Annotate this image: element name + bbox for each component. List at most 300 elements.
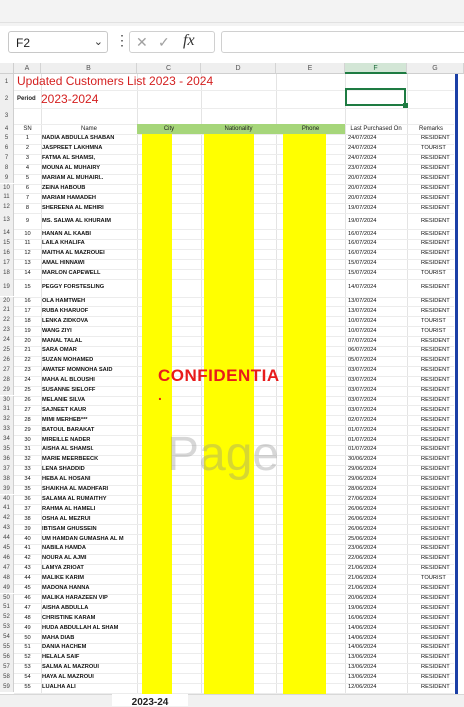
cell-remarks[interactable]: RESIDENT (421, 184, 450, 191)
cell-last-purchased[interactable]: 06/07/2024 (348, 347, 377, 354)
row-header-34[interactable]: 34 (0, 435, 14, 445)
cell-last-purchased[interactable]: 07/07/2024 (348, 337, 377, 344)
cell-sn[interactable]: 42 (24, 555, 31, 562)
cell-sn[interactable]: 19 (24, 327, 31, 334)
column-header-d[interactable]: D (201, 63, 276, 74)
cell-remarks[interactable]: TOURIST (421, 575, 446, 582)
cell-last-purchased[interactable]: 14/07/2024 (348, 284, 377, 291)
cell-name[interactable]: NADIA ABDULLA SHABAN (42, 135, 115, 142)
cell-last-purchased[interactable]: 30/06/2024 (348, 456, 377, 463)
insert-function-icon[interactable]: fx (183, 32, 195, 49)
row-header-12[interactable]: 12 (0, 203, 14, 213)
cell-sn[interactable]: 25 (24, 387, 31, 394)
row-header-26[interactable]: 26 (0, 356, 14, 366)
cell-last-purchased[interactable]: 01/07/2024 (348, 436, 377, 443)
row-header-24[interactable]: 24 (0, 336, 14, 346)
cell-sn[interactable]: 55 (24, 684, 31, 691)
cell-last-purchased[interactable]: 16/07/2024 (348, 240, 377, 247)
cell-sn[interactable]: 46 (24, 594, 31, 601)
cell-remarks[interactable]: RESIDENT (421, 260, 450, 267)
cell-sn[interactable]: 23 (24, 367, 31, 374)
cell-last-purchased[interactable]: 01/07/2024 (348, 426, 377, 433)
row-header-50[interactable]: 50 (0, 594, 14, 604)
cell-name[interactable]: MAHA DIAB (42, 634, 75, 641)
sheet-tab[interactable]: 2023-24 (112, 694, 188, 706)
period-label[interactable]: Period (17, 96, 36, 102)
cell-remarks[interactable]: RESIDENT (421, 604, 450, 611)
cell-last-purchased[interactable]: 29/06/2024 (348, 466, 377, 473)
cell-sn[interactable]: 20 (24, 337, 31, 344)
row-header-47[interactable]: 47 (0, 564, 14, 574)
cell-remarks[interactable]: RESIDENT (421, 594, 450, 601)
cell-remarks[interactable]: RESIDENT (421, 155, 450, 162)
cell-remarks[interactable]: TOURIST (421, 145, 446, 152)
row-header-55[interactable]: 55 (0, 643, 14, 653)
cell-name[interactable]: AISHA AL SHAMSI. (42, 446, 94, 453)
cell-last-purchased[interactable]: 19/06/2024 (348, 604, 377, 611)
cell-remarks[interactable]: RESIDENT (421, 307, 450, 314)
column-header-c[interactable]: C (137, 63, 201, 74)
cell-remarks[interactable]: RESIDENT (421, 284, 450, 291)
cell-name[interactable]: SALMA AL MAZROUI (42, 664, 99, 671)
cell-name[interactable]: LENA SHADDID (42, 466, 85, 473)
row-header-3[interactable]: 3 (0, 108, 14, 124)
cell-remarks[interactable]: RESIDENT (421, 165, 450, 172)
cell-name[interactable]: OSHA AL MEZRUI (42, 515, 91, 522)
cell-name[interactable]: FATMA AL SHAMSI, (42, 155, 96, 162)
cell-last-purchased[interactable]: 03/07/2024 (348, 367, 377, 374)
cell-sn[interactable]: 34 (24, 476, 31, 483)
cell-name[interactable]: LAILA KHALIFA (42, 240, 85, 247)
cell-sn[interactable]: 13 (24, 260, 31, 267)
cell-sn[interactable]: 37 (24, 505, 31, 512)
cell-sn[interactable]: 33 (24, 466, 31, 473)
row-header-15[interactable]: 15 (0, 239, 14, 249)
cell-name[interactable]: HANAN AL KAABI (42, 230, 91, 237)
row-header-54[interactable]: 54 (0, 633, 14, 643)
cell-last-purchased[interactable]: 21/06/2024 (348, 565, 377, 572)
row-header-59[interactable]: 59 (0, 683, 14, 693)
cell-sn[interactable]: 7 (25, 194, 30, 201)
cell-sn[interactable]: 5 (25, 175, 30, 182)
cell-name[interactable]: MELANIE SILVA (42, 396, 86, 403)
cell-remarks[interactable]: TOURIST (421, 270, 446, 277)
cell-name[interactable]: OLA HAMTWEH (42, 297, 86, 304)
cell-sn[interactable]: 29 (24, 426, 31, 433)
row-header-43[interactable]: 43 (0, 524, 14, 534)
column-header-g[interactable]: G (407, 63, 464, 74)
row-header-38[interactable]: 38 (0, 475, 14, 485)
cell-sn[interactable]: 47 (24, 604, 31, 611)
cell-name[interactable]: RUBA KHARUOF (42, 307, 89, 314)
cell-sn[interactable]: 12 (24, 250, 31, 257)
cell-last-purchased[interactable]: 14/06/2024 (348, 634, 377, 641)
cell-last-purchased[interactable]: 28/06/2024 (348, 486, 377, 493)
cell-sn[interactable]: 10 (24, 230, 31, 237)
row-header-44[interactable]: 44 (0, 534, 14, 544)
row-header-36[interactable]: 36 (0, 455, 14, 465)
row-header-6[interactable]: 6 (0, 144, 14, 154)
cell-remarks[interactable]: RESIDENT (421, 240, 450, 247)
header-phone[interactable]: Phone (276, 124, 345, 134)
cell-sn[interactable]: 6 (25, 184, 30, 191)
row-header-17[interactable]: 17 (0, 259, 14, 269)
cell-sn[interactable]: 2 (25, 145, 30, 152)
cell-remarks[interactable]: RESIDENT (421, 674, 450, 681)
cell-last-purchased[interactable]: 05/07/2024 (348, 357, 377, 364)
confirm-icon[interactable]: ✓ (158, 34, 170, 50)
cell-name[interactable]: MALIKE KARIM (42, 575, 85, 582)
cell-sn[interactable]: 28 (24, 416, 31, 423)
cell-name[interactable]: NOURA AL AJMI (42, 555, 87, 562)
row-header-35[interactable]: 35 (0, 445, 14, 455)
row-header-10[interactable]: 10 (0, 184, 14, 194)
cell-name[interactable]: WANG ZIYI (42, 327, 72, 334)
cell-sn[interactable]: 43 (24, 565, 31, 572)
cell-name[interactable]: SUZAN MOHAMED (42, 357, 94, 364)
row-header-30[interactable]: 30 (0, 396, 14, 406)
cell-sn[interactable]: 44 (24, 575, 31, 582)
cell-name[interactable]: PEGGY FORSTESLING (42, 284, 105, 291)
cell-sn[interactable]: 9 (25, 217, 30, 224)
row-header-1[interactable]: 1 (0, 74, 14, 90)
row-header-18[interactable]: 18 (0, 269, 14, 279)
row-header-32[interactable]: 32 (0, 415, 14, 425)
cell-name[interactable]: MARIAM AL MUHAIRI.. (42, 175, 104, 182)
cell-remarks[interactable]: RESIDENT (421, 545, 450, 552)
cell-name[interactable]: SARA OMAR (42, 347, 77, 354)
cancel-icon[interactable]: ✕ (136, 34, 148, 50)
cell-name[interactable]: JASPREET LAKHMNA (42, 145, 103, 152)
row-header-8[interactable]: 8 (0, 164, 14, 174)
row-header-7[interactable]: 7 (0, 154, 14, 164)
cell-last-purchased[interactable]: 15/07/2024 (348, 270, 377, 277)
cell-name[interactable]: HUDA ABDULLAH AL SHAM (42, 624, 119, 631)
sheet-title[interactable]: Updated Customers List 2023 - 2024 (17, 74, 214, 88)
cell-last-purchased[interactable]: 21/06/2024 (348, 575, 377, 582)
cell-sn[interactable]: 32 (24, 456, 31, 463)
name-box[interactable] (8, 31, 108, 53)
cell-last-purchased[interactable]: 10/07/2024 (348, 317, 377, 324)
cell-sn[interactable]: 30 (24, 436, 31, 443)
cell-remarks[interactable]: RESIDENT (421, 426, 450, 433)
cell-remarks[interactable]: RESIDENT (421, 495, 450, 502)
cell-last-purchased[interactable]: 19/07/2024 (348, 217, 377, 224)
cell-last-purchased[interactable]: 03/07/2024 (348, 406, 377, 413)
row-header-58[interactable]: 58 (0, 673, 14, 683)
cell-name[interactable]: CHRISTINE KARAM (42, 614, 96, 621)
cell-sn[interactable]: 17 (24, 307, 31, 314)
cell-remarks[interactable]: RESIDENT (421, 194, 450, 201)
cell-remarks[interactable]: RESIDENT (421, 515, 450, 522)
cell-remarks[interactable]: RESIDENT (421, 614, 450, 621)
cell-name[interactable]: LENKA ZIDKOVA (42, 317, 89, 324)
cell-name[interactable]: MIMI MERHEB*** (42, 416, 88, 423)
cell-last-purchased[interactable]: 16/07/2024 (348, 250, 377, 257)
cell-sn[interactable]: 11 (24, 240, 31, 247)
cell-remarks[interactable]: RESIDENT (421, 486, 450, 493)
cell-name[interactable]: BATOUL BARAKAT (42, 426, 95, 433)
cell-sn[interactable]: 14 (24, 270, 31, 277)
cell-last-purchased[interactable]: 12/06/2024 (348, 684, 377, 691)
cell-remarks[interactable]: RESIDENT (421, 357, 450, 364)
cell-last-purchased[interactable]: 27/06/2024 (348, 495, 377, 502)
cell-name[interactable]: UM HAMDAN GUMASHA AL M (42, 535, 124, 542)
cell-sn[interactable]: 36 (24, 495, 31, 502)
cell-remarks[interactable]: RESIDENT (421, 644, 450, 651)
cell-sn[interactable]: 4 (25, 165, 30, 172)
cell-last-purchased[interactable]: 15/07/2024 (348, 260, 377, 267)
cell-name[interactable]: MAHA AL BLOUSHI (42, 377, 95, 384)
cell-remarks[interactable]: RESIDENT (421, 664, 450, 671)
cell-last-purchased[interactable]: 29/06/2024 (348, 476, 377, 483)
row-header-27[interactable]: 27 (0, 366, 14, 376)
cell-sn[interactable]: 49 (24, 624, 31, 631)
cell-last-purchased[interactable]: 02/07/2024 (348, 416, 377, 423)
cell-name[interactable]: MADONA HANNA (42, 585, 90, 592)
row-header-9[interactable]: 9 (0, 174, 14, 184)
column-header-e[interactable]: E (276, 63, 345, 74)
cell-remarks[interactable]: RESIDENT (421, 476, 450, 483)
cell-remarks[interactable]: RESIDENT (421, 347, 450, 354)
cell-last-purchased[interactable]: 20/07/2024 (348, 194, 377, 201)
cell-name[interactable]: SALAMA AL RUMAITHY (42, 495, 107, 502)
row-header-33[interactable]: 33 (0, 425, 14, 435)
cell-last-purchased[interactable]: 13/07/2024 (348, 297, 377, 304)
cell-sn[interactable]: 38 (24, 515, 31, 522)
cell-remarks[interactable]: RESIDENT (421, 456, 450, 463)
column-header-f[interactable]: F (345, 63, 407, 74)
cell-last-purchased[interactable]: 20/07/2024 (348, 175, 377, 182)
cell-last-purchased[interactable]: 10/07/2024 (348, 327, 377, 334)
cell-remarks[interactable]: RESIDENT (421, 624, 450, 631)
header-name[interactable]: Name (80, 126, 97, 132)
cell-sn[interactable]: 52 (24, 654, 31, 661)
row-header-46[interactable]: 46 (0, 554, 14, 564)
cell-name[interactable]: LAMYA ZRIOAT (42, 565, 84, 572)
cell-last-purchased[interactable]: 01/07/2024 (348, 446, 377, 453)
select-all-corner[interactable] (0, 63, 14, 74)
cell-name[interactable]: MAITHA AL MAZROUEI (42, 250, 105, 257)
cell-remarks[interactable]: TOURIST (421, 327, 446, 334)
row-header-16[interactable]: 16 (0, 249, 14, 259)
cell-sn[interactable]: 15 (24, 284, 31, 291)
header-nationality[interactable]: Nationality (201, 124, 276, 134)
cell-sn[interactable]: 26 (24, 396, 31, 403)
cell-remarks[interactable]: RESIDENT (421, 634, 450, 641)
cell-sn[interactable]: 45 (24, 585, 31, 592)
cell-sn[interactable]: 22 (24, 357, 31, 364)
cell-last-purchased[interactable]: 13/07/2024 (348, 307, 377, 314)
cell-remarks[interactable]: RESIDENT (421, 217, 450, 224)
cell-last-purchased[interactable]: 21/06/2024 (348, 585, 377, 592)
row-header-13[interactable]: 13 (0, 213, 14, 229)
row-header-29[interactable]: 29 (0, 386, 14, 396)
cell-name[interactable]: MARIE MEERBEECK (42, 456, 99, 463)
cell-last-purchased[interactable]: 14/06/2024 (348, 644, 377, 651)
cell-remarks[interactable]: RESIDENT (421, 684, 450, 691)
cell-remarks[interactable]: RESIDENT (421, 250, 450, 257)
row-header-19[interactable]: 19 (0, 279, 14, 297)
cell-sn[interactable]: 8 (25, 204, 30, 211)
active-cell-f2[interactable] (345, 88, 406, 106)
period-value[interactable]: 2023-2024 (41, 92, 99, 106)
cell-name[interactable]: AISHA ABDULLA (42, 604, 89, 611)
header-remarks[interactable]: Remarks (418, 126, 443, 132)
row-header-4[interactable]: 4 (0, 124, 14, 134)
cell-name[interactable]: MARLON CAPEWELL (42, 270, 101, 277)
row-header-25[interactable]: 25 (0, 346, 14, 356)
row-header-56[interactable]: 56 (0, 653, 14, 663)
row-header-37[interactable]: 37 (0, 465, 14, 475)
cell-sn[interactable]: 16 (24, 297, 31, 304)
cell-name[interactable]: DANIA HACHEM (42, 644, 87, 651)
cell-last-purchased[interactable]: 25/06/2024 (348, 535, 377, 542)
cell-last-purchased[interactable]: 23/06/2024 (348, 545, 377, 552)
row-header-42[interactable]: 42 (0, 514, 14, 524)
cell-remarks[interactable]: RESIDENT (421, 396, 450, 403)
cell-remarks[interactable]: RESIDENT (421, 175, 450, 182)
cell-remarks[interactable]: RESIDENT (421, 367, 450, 374)
cell-remarks[interactable]: RESIDENT (421, 416, 450, 423)
cell-name[interactable]: HAYA AL MAZROUI (42, 674, 94, 681)
cell-last-purchased[interactable]: 13/06/2024 (348, 654, 377, 661)
cell-remarks[interactable]: RESIDENT (421, 505, 450, 512)
row-header-52[interactable]: 52 (0, 613, 14, 623)
cell-remarks[interactable]: RESIDENT (421, 406, 450, 413)
row-header-14[interactable]: 14 (0, 229, 14, 239)
cell-sn[interactable]: 21 (24, 347, 31, 354)
row-header-53[interactable]: 53 (0, 623, 14, 633)
cell-name[interactable]: MIREILLE NADER (42, 436, 91, 443)
header-sn[interactable]: SN (23, 126, 32, 132)
row-header-45[interactable]: 45 (0, 544, 14, 554)
cell-sn[interactable]: 18 (24, 317, 31, 324)
cell-remarks[interactable]: RESIDENT (421, 230, 450, 237)
cell-sn[interactable]: 50 (24, 634, 31, 641)
column-header-a[interactable]: A (14, 63, 41, 74)
cell-sn[interactable]: 1 (25, 135, 30, 142)
row-header-20[interactable]: 20 (0, 297, 14, 307)
cell-remarks[interactable]: RESIDENT (421, 377, 450, 384)
cell-sn[interactable]: 31 (24, 446, 31, 453)
header-city[interactable]: City (137, 124, 201, 134)
cell-last-purchased[interactable]: 14/06/2024 (348, 624, 377, 631)
row-header-49[interactable]: 49 (0, 584, 14, 594)
cell-name[interactable]: MARIAM HAMADEH (42, 194, 97, 201)
row-header-28[interactable]: 28 (0, 376, 14, 386)
cell-name[interactable]: MOUNA AL MUHAIRY (42, 165, 101, 172)
cell-name[interactable]: RAHMA AL HAMELI (42, 505, 96, 512)
row-header-51[interactable]: 51 (0, 603, 14, 613)
cell-sn[interactable]: 40 (24, 535, 31, 542)
cell-last-purchased[interactable]: 24/07/2024 (348, 135, 377, 142)
cell-last-purchased[interactable]: 03/07/2024 (348, 387, 377, 394)
row-header-41[interactable]: 41 (0, 504, 14, 514)
fill-handle[interactable] (403, 103, 408, 108)
cell-remarks[interactable]: RESIDENT (421, 466, 450, 473)
cell-remarks[interactable]: RESIDENT (421, 654, 450, 661)
cell-last-purchased[interactable]: 20/07/2024 (348, 184, 377, 191)
cell-sn[interactable]: 53 (24, 664, 31, 671)
cell-name[interactable]: AWATEF MOMNOHA SAID (42, 367, 113, 374)
cell-sn[interactable]: 48 (24, 614, 31, 621)
cell-name[interactable]: HELALA SAIF (42, 654, 80, 661)
cell-name[interactable]: MS. SALWA AL KHURAIM (42, 217, 111, 224)
cell-remarks[interactable]: RESIDENT (421, 436, 450, 443)
cell-remarks[interactable]: RESIDENT (421, 204, 450, 211)
cell-sn[interactable]: 3 (25, 155, 30, 162)
cell-last-purchased[interactable]: 13/06/2024 (348, 664, 377, 671)
cell-last-purchased[interactable]: 26/06/2024 (348, 505, 377, 512)
cell-last-purchased[interactable]: 16/06/2024 (348, 614, 377, 621)
cell-remarks[interactable]: RESIDENT (421, 585, 450, 592)
cell-sn[interactable]: 24 (24, 377, 31, 384)
row-header-11[interactable]: 11 (0, 193, 14, 203)
cell-name[interactable]: SAJNEET KAUR (42, 406, 87, 413)
row-header-21[interactable]: 21 (0, 306, 14, 316)
cell-remarks[interactable]: RESIDENT (421, 565, 450, 572)
cell-remarks[interactable]: RESIDENT (421, 535, 450, 542)
cell-sn[interactable]: 27 (24, 406, 31, 413)
cell-last-purchased[interactable]: 03/07/2024 (348, 396, 377, 403)
cell-last-purchased[interactable]: 19/07/2024 (348, 204, 377, 211)
row-header-40[interactable]: 40 (0, 495, 14, 505)
cell-last-purchased[interactable]: 20/06/2024 (348, 594, 377, 601)
formula-input[interactable] (221, 31, 464, 53)
cell-remarks[interactable]: RESIDENT (421, 446, 450, 453)
cell-name[interactable]: AMAL HINNAWI (42, 260, 85, 267)
cell-sn[interactable]: 41 (24, 545, 31, 552)
cell-last-purchased[interactable]: 22/06/2024 (348, 555, 377, 562)
row-header-22[interactable]: 22 (0, 316, 14, 326)
cell-remarks[interactable]: RESIDENT (421, 135, 450, 142)
cell-sn[interactable]: 35 (24, 486, 31, 493)
cell-name[interactable]: MALIKA HARAZEEN VIP (42, 594, 108, 601)
row-header-48[interactable]: 48 (0, 574, 14, 584)
row-header-2[interactable]: 2 (0, 90, 14, 108)
cell-remarks[interactable]: RESIDENT (421, 337, 450, 344)
cell-sn[interactable]: 54 (24, 674, 31, 681)
cell-last-purchased[interactable]: 13/06/2024 (348, 674, 377, 681)
header-last-purchased[interactable]: Last Purchased On (350, 126, 402, 132)
row-header-31[interactable]: 31 (0, 405, 14, 415)
cell-name[interactable]: IBTISAM GHUSSEIN (42, 525, 97, 532)
cell-remarks[interactable]: TOURIST (421, 317, 446, 324)
cell-remarks[interactable]: RESIDENT (421, 555, 450, 562)
cell-name[interactable]: LUALHA ALI (42, 684, 76, 691)
cell-name[interactable]: SHEREENA AL MEHIRI (42, 204, 104, 211)
cell-last-purchased[interactable]: 26/06/2024 (348, 515, 377, 522)
cell-name[interactable]: MANAL TALAL (42, 337, 83, 344)
cell-last-purchased[interactable]: 03/07/2024 (348, 377, 377, 384)
cell-last-purchased[interactable]: 24/07/2024 (348, 155, 377, 162)
cell-name[interactable]: SUSANNE SIELOFF (42, 387, 96, 394)
row-header-39[interactable]: 39 (0, 485, 14, 495)
cell-sn[interactable]: 39 (24, 525, 31, 532)
cell-sn[interactable]: 51 (24, 644, 31, 651)
cell-name[interactable]: ZEINA HABOUB (42, 184, 86, 191)
cell-remarks[interactable]: RESIDENT (421, 387, 450, 394)
cell-name[interactable]: HEBA AL HOSANI (42, 476, 91, 483)
row-header-57[interactable]: 57 (0, 663, 14, 673)
cell-name[interactable]: NABILA HAMDA (42, 545, 87, 552)
cell-last-purchased[interactable]: 16/07/2024 (348, 230, 377, 237)
more-options-icon[interactable]: ⋮ (115, 32, 129, 48)
cell-remarks[interactable]: RESIDENT (421, 525, 450, 532)
cell-last-purchased[interactable]: 24/07/2024 (348, 145, 377, 152)
cell-remarks[interactable]: RESIDENT (421, 297, 450, 304)
